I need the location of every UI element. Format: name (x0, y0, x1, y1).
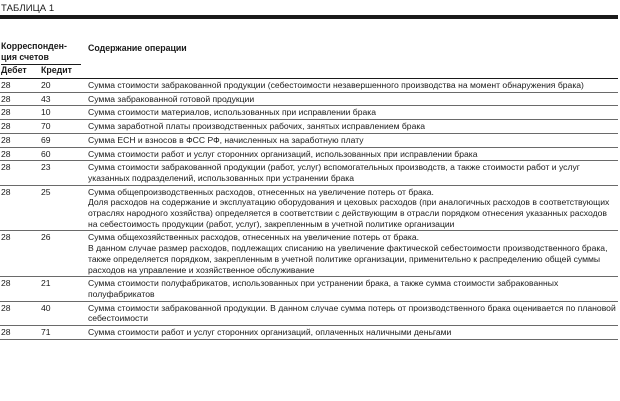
table-header (0, 16, 618, 79)
debit-cell: 28 (0, 106, 38, 120)
description-paragraph: Сумма общехозяйственных расходов, отнесенных на увеличение потерь от брака. (88, 232, 420, 243)
description-cell (84, 133, 618, 147)
description-paragraph: Сумма стоимости работ и услуг сторонних организаций, использованных при исправлении брака (88, 148, 478, 159)
header-content (84, 16, 618, 79)
header-credit: Кредит (38, 65, 84, 79)
table-row (0, 147, 618, 161)
table-row (0, 120, 618, 134)
table-row (0, 326, 618, 340)
debit-cell: 28 (0, 231, 38, 277)
table-caption-text: ТАБЛИЦА 1 (1, 3, 55, 14)
table-caption (0, 3, 620, 16)
table-row (0, 277, 618, 301)
description-paragraph: Сумма стоимости материалов, использованных при исправлении брака (88, 107, 377, 118)
description-cell (84, 277, 618, 301)
credit-cell: 60 (38, 147, 84, 161)
credit-cell: 26 (38, 231, 84, 277)
table-row (0, 92, 618, 106)
debit-cell: 28 (0, 120, 38, 134)
description-paragraph: Сумма ЕСН и взносов в ФСС РФ, начисленных на заработную плату (88, 134, 364, 145)
table-row (0, 301, 618, 325)
description-cell (84, 120, 618, 134)
description-cell (84, 301, 618, 325)
debit-cell: 28 (0, 161, 38, 185)
debit-cell: 28 (0, 301, 38, 325)
table-row (0, 79, 618, 93)
credit-cell: 71 (38, 326, 84, 340)
description-cell (84, 326, 618, 340)
header-accounts-line2: ция счетов (1, 52, 49, 62)
description-cell (84, 161, 618, 185)
credit-cell: 69 (38, 133, 84, 147)
debit-cell: 28 (0, 147, 38, 161)
debit-cell: 28 (0, 185, 38, 231)
description-paragraph: Сумма стоимости работ и услуг сторонних организаций, оплаченных наличными деньгами (88, 327, 452, 338)
description-paragraph: В данном случае размер расходов, подлежащих списанию на увеличение фактической себестоимости производственного брака, также определяется порядком, закрепленным в учетной политике организации, применительно к распределению общей суммы расходов на управление и хозяйственное обслуживание (88, 243, 608, 275)
accounting-table (0, 16, 618, 340)
description-cell (84, 92, 618, 106)
credit-cell: 70 (38, 120, 84, 134)
table-row (0, 161, 618, 185)
credit-cell: 40 (38, 301, 84, 325)
header-accounts-line1: Корреспонден- (1, 41, 67, 51)
caption-rule (0, 15, 618, 19)
description-paragraph: Сумма общепроизводственных расходов, отнесенных на увеличение потерь от брака. (88, 186, 434, 197)
description-paragraph: Сумма стоимости забракованной продукции (себестоимости незавершенного производства на момент обнаружения брака) (88, 80, 584, 90)
credit-cell: 43 (38, 92, 84, 106)
description-paragraph: Сумма стоимости полуфабрикатов, использованных при устранении брака, а также сумма стоимости забракованных полуфабрикатов (88, 278, 559, 299)
debit-cell: 28 (0, 133, 38, 147)
credit-cell: 20 (38, 79, 84, 93)
debit-cell: 28 (0, 326, 38, 340)
credit-cell: 10 (38, 106, 84, 120)
credit-cell: 23 (38, 161, 84, 185)
debit-cell: 28 (0, 79, 38, 93)
debit-cell: 28 (0, 277, 38, 301)
description-paragraph: Сумма стоимости забракованной продукции (работ, услуг) вспомогательных производств, а также стоимости работ и услуг указанных подразделений, использованных при устранении брака (88, 162, 580, 183)
header-debit: Дебет (0, 65, 38, 79)
description-paragraph: Сумма забракованной готовой продукции (88, 93, 255, 104)
table-body (0, 79, 618, 340)
description-cell (84, 147, 618, 161)
table-row (0, 106, 618, 120)
header-accounts (0, 16, 84, 65)
table-row (0, 231, 618, 277)
credit-cell: 25 (38, 185, 84, 231)
description-cell (84, 231, 618, 277)
table-row (0, 133, 618, 147)
description-paragraph: Сумма стоимости забракованной продукции. В данном случае сумма потерь от производственного брака оценивается по плановой себестоимости (88, 302, 616, 324)
credit-cell: 21 (38, 277, 84, 301)
description-cell (84, 79, 618, 93)
description-cell (84, 106, 618, 120)
table-row (0, 185, 618, 231)
description-paragraph: Сумма заработной платы производственных рабочих, занятых исправлением брака (88, 121, 426, 132)
header-content-label: Содержание операции (88, 43, 187, 53)
description-paragraph: Доля расходов на содержание и эксплуатацию оборудования и цеховых расходов (при аналогичных расходов в соответствующих отраслях народного хозяйства) определяется в соответствии с действующим в отрасли порядком отнесения указанных расходов на себестоимость продукции (работ, услуг), закрепленным в учетной политике организации (88, 197, 610, 229)
description-cell (84, 185, 618, 231)
debit-cell: 28 (0, 92, 38, 106)
